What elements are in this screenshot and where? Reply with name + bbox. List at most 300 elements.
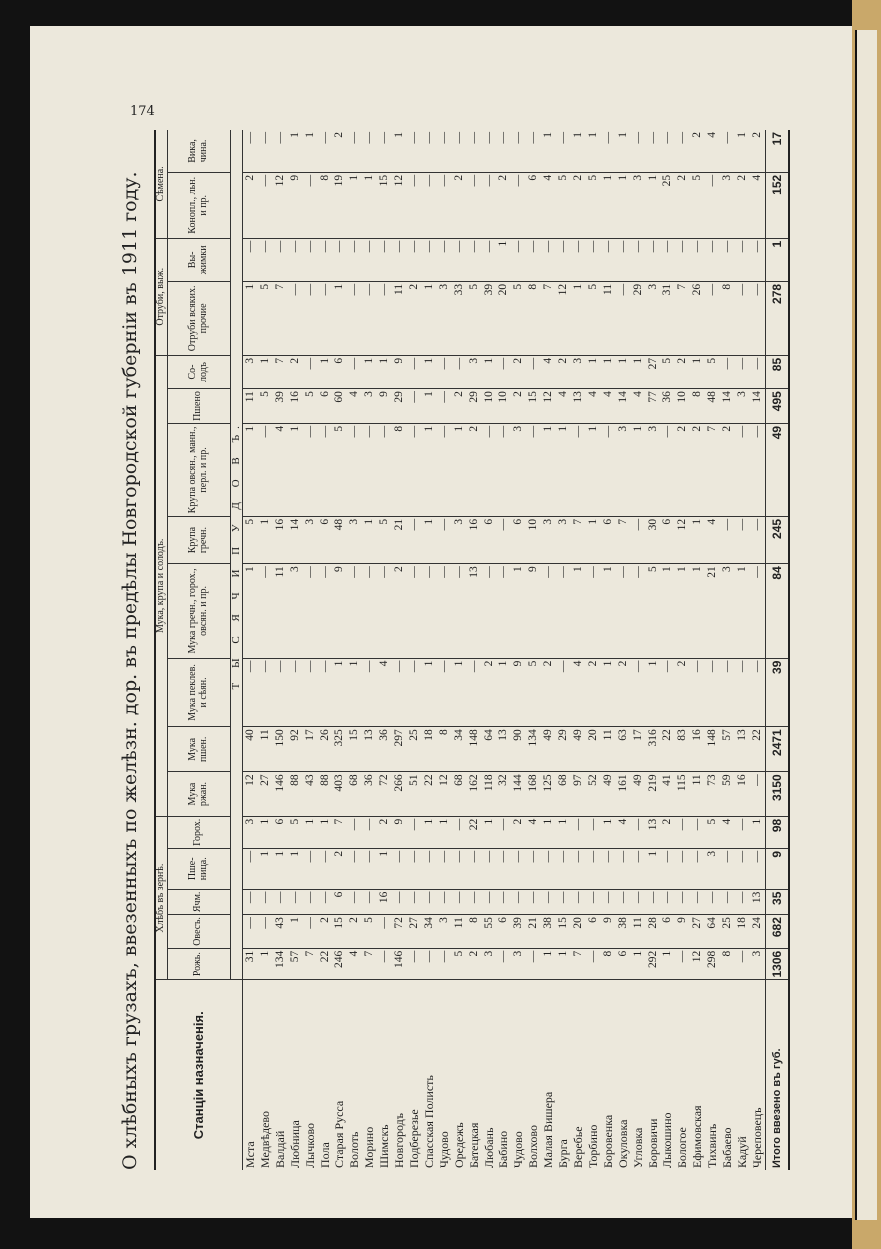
table-cell: —	[675, 889, 690, 915]
table-cell: —	[407, 516, 422, 563]
station-name: Череповецъ	[749, 1107, 764, 1168]
table-cell: —	[362, 423, 377, 516]
table-cell: 38	[541, 915, 556, 949]
table-cell: —	[258, 423, 273, 516]
table-cell: 27	[258, 772, 273, 816]
table-cell: —	[675, 816, 690, 848]
table-cell: 16	[377, 889, 392, 915]
table-cell: —	[347, 130, 362, 172]
total-cell: 682	[765, 915, 789, 949]
table-cell: 1	[347, 172, 362, 238]
table-cell: —	[735, 238, 750, 281]
table-cell: 3	[243, 816, 258, 848]
column-header: Мука пшен.	[167, 727, 230, 772]
table-cell: —	[511, 889, 526, 915]
table-cell: 1	[675, 564, 690, 658]
table-cell: 83	[675, 727, 690, 772]
column-header: Отруби всяких. прочие	[167, 281, 230, 355]
table-cell: 5	[288, 816, 303, 848]
table-cell: 12	[541, 389, 556, 424]
table-cell: 11	[690, 772, 705, 816]
table-cell: —	[377, 238, 392, 281]
table-cell: 29	[392, 389, 407, 424]
table-cell: 11	[452, 915, 467, 949]
table-cell: —	[720, 516, 735, 563]
table-cell: 1	[288, 915, 303, 949]
table-cell: 3	[541, 516, 556, 563]
table-cell: —	[243, 658, 258, 727]
table-cell: 73	[705, 772, 720, 816]
table-row	[541, 130, 556, 1170]
table-cell: 4	[556, 389, 571, 424]
table-row	[616, 130, 631, 1170]
table-cell: 134	[526, 727, 541, 772]
table-cell: 1	[273, 848, 288, 889]
table-cell: —	[303, 423, 318, 516]
table-row	[556, 130, 571, 1170]
table-cell: 118	[482, 772, 497, 816]
table-cell: 39	[482, 281, 497, 355]
table-cell: 4	[601, 389, 616, 424]
table-cell: 27	[690, 915, 705, 949]
table-cell: 1	[616, 355, 631, 388]
table-cell: —	[377, 564, 392, 658]
table-cell: 3	[482, 948, 497, 980]
table-row	[407, 130, 422, 1170]
table-row	[571, 130, 586, 1170]
table-cell: 7	[273, 281, 288, 355]
table-cell: 11	[243, 389, 258, 424]
table-cell: —	[437, 848, 452, 889]
table-cell: 4	[347, 389, 362, 424]
table-cell: 4	[273, 423, 288, 516]
table-cell: 31	[660, 281, 675, 355]
table-cell: 9	[601, 915, 616, 949]
table-cell: 2	[332, 130, 347, 172]
table-cell: 49	[601, 772, 616, 816]
table-cell: —	[362, 848, 377, 889]
table-cell: —	[556, 130, 571, 172]
station-name: Батецкая	[466, 1122, 481, 1168]
table-cell: 20	[571, 915, 586, 949]
table-cell: —	[586, 948, 601, 980]
table-cell: 8	[318, 172, 333, 238]
table-cell: —	[452, 889, 467, 915]
table-cell: 2	[467, 423, 482, 516]
table-cell: —	[407, 848, 422, 889]
table-cell: 1	[452, 658, 467, 727]
table-cell: 51	[407, 772, 422, 816]
station-name: Подберезье	[407, 1109, 422, 1168]
table-cell: 26	[318, 727, 333, 772]
table-cell: 49	[541, 727, 556, 772]
table-cell: 68	[452, 772, 467, 816]
table-cell: —	[586, 848, 601, 889]
table-cell: 9	[377, 389, 392, 424]
table-cell: —	[258, 889, 273, 915]
station-name: Морино	[362, 1126, 377, 1168]
table-cell: —	[690, 848, 705, 889]
table-cell: 266	[392, 772, 407, 816]
table-cell: —	[750, 516, 765, 563]
table-cell: 34	[452, 727, 467, 772]
table-cell: 3	[631, 172, 646, 238]
table-cell: 72	[377, 772, 392, 816]
table-cell: 14	[288, 516, 303, 563]
station-name: Валдай	[272, 1130, 287, 1168]
table-cell: —	[675, 238, 690, 281]
table-cell: 9	[675, 915, 690, 949]
table-cell: 18	[735, 915, 750, 949]
table-cell: 1	[556, 816, 571, 848]
table-cell: 1	[556, 948, 571, 980]
table-cell: 8	[601, 948, 616, 980]
table-cell: —	[735, 816, 750, 848]
table-cell: 1	[258, 848, 273, 889]
table-cell: 20	[586, 727, 601, 772]
table-cell: 6	[660, 915, 675, 949]
table-cell: 13	[571, 389, 586, 424]
table-cell: —	[556, 889, 571, 915]
table-cell: 68	[347, 772, 362, 816]
table-cell: 29	[556, 727, 571, 772]
table-cell: —	[318, 130, 333, 172]
table-cell: 29	[467, 389, 482, 424]
table-cell: —	[482, 130, 497, 172]
table-cell: —	[631, 130, 646, 172]
table-cell: —	[362, 238, 377, 281]
table-cell: 49	[571, 727, 586, 772]
table-cell: 6	[601, 516, 616, 563]
table-cell: 5	[660, 355, 675, 388]
table-cell: 19	[332, 172, 347, 238]
table-cell: 4	[750, 172, 765, 238]
table-cell: 1	[735, 130, 750, 172]
table-cell: —	[318, 564, 333, 658]
table-cell: —	[571, 816, 586, 848]
table-cell: —	[601, 238, 616, 281]
table-cell: 1	[690, 355, 705, 388]
table-cell: —	[377, 281, 392, 355]
station-name: Старая Русса	[332, 1100, 347, 1168]
total-cell: 152	[765, 172, 789, 238]
station-name: Чудово	[436, 1131, 451, 1168]
station-name: Спасская Полисть	[421, 1075, 436, 1168]
table-cell: 2	[720, 423, 735, 516]
table-cell: 16	[735, 772, 750, 816]
table-cell: 1	[422, 658, 437, 727]
table-cell: 1	[750, 816, 765, 848]
table-cell: —	[646, 238, 661, 281]
table-row	[690, 130, 705, 1170]
table-cell: —	[526, 423, 541, 516]
table-cell: 3	[646, 281, 661, 355]
table-cell: 1	[631, 948, 646, 980]
table-cell: —	[407, 889, 422, 915]
table-cell: 2	[750, 130, 765, 172]
table-cell: 20	[496, 281, 511, 355]
table-cell: 1	[243, 564, 258, 658]
table-row	[303, 130, 318, 1170]
table-cell: —	[601, 848, 616, 889]
table-row	[288, 130, 303, 1170]
table-cell: —	[318, 423, 333, 516]
table-cell: —	[571, 423, 586, 516]
table-cell: 2	[332, 848, 347, 889]
table-cell: 12	[690, 948, 705, 980]
table-cell: 3	[616, 423, 631, 516]
table-cell: 5	[467, 281, 482, 355]
table-cell: 11	[601, 727, 616, 772]
table-cell: —	[288, 238, 303, 281]
table-cell: —	[705, 281, 720, 355]
table-cell: —	[556, 238, 571, 281]
column-header: Крупа овсян., манн., перл. и пр.	[167, 423, 230, 516]
table-cell: —	[690, 658, 705, 727]
table-cell: —	[437, 889, 452, 915]
table-row	[601, 130, 616, 1170]
table-cell: 12	[273, 172, 288, 238]
table-cell: 6	[496, 915, 511, 949]
table-cell: 2	[288, 355, 303, 388]
table-cell: 1	[258, 516, 273, 563]
table-cell: —	[705, 238, 720, 281]
table-row	[332, 130, 347, 1170]
table-cell: 1	[556, 423, 571, 516]
table-cell: 1	[422, 423, 437, 516]
table-cell: 97	[571, 772, 586, 816]
table-row	[586, 130, 601, 1170]
table-cell: 16	[273, 516, 288, 563]
table-cell: —	[347, 564, 362, 658]
table-cell: —	[318, 238, 333, 281]
table-cell: 7	[616, 516, 631, 563]
table-cell: 6	[332, 889, 347, 915]
table-cell: —	[631, 564, 646, 658]
table-cell: 2	[467, 948, 482, 980]
table-cell: —	[735, 948, 750, 980]
table-row	[705, 130, 720, 1170]
table-cell: 1	[541, 816, 556, 848]
station-name: Бабино	[496, 1130, 511, 1168]
table-cell: —	[601, 889, 616, 915]
table-cell: —	[258, 238, 273, 281]
table-cell: 16	[690, 727, 705, 772]
page-number: 174	[130, 104, 155, 119]
table-cell: 3	[720, 564, 735, 658]
table-cell: 5	[377, 516, 392, 563]
total-cell: 84	[765, 564, 789, 658]
table-cell: 8	[720, 281, 735, 355]
table-cell: —	[347, 816, 362, 848]
table-cell: —	[258, 130, 273, 172]
table-cell: 2	[675, 355, 690, 388]
table-cell: —	[243, 130, 258, 172]
table-cell: 30	[646, 516, 661, 563]
table-cell: —	[347, 355, 362, 388]
table-cell: 1	[437, 816, 452, 848]
table-cell: 1	[571, 564, 586, 658]
total-cell: 495	[765, 389, 789, 424]
table-cell: 8	[392, 423, 407, 516]
table-cell: —	[407, 423, 422, 516]
table-cell: 4	[705, 130, 720, 172]
table-cell: —	[347, 848, 362, 889]
table-cell: 28	[646, 915, 661, 949]
column-header: Конопл., льн. и пр.	[167, 172, 230, 238]
table-cell: 13	[362, 727, 377, 772]
table-cell: 15	[526, 389, 541, 424]
table-cell: 4	[526, 816, 541, 848]
table-cell: 6	[511, 516, 526, 563]
table-cell: 59	[720, 772, 735, 816]
table-cell: —	[467, 848, 482, 889]
table-cell: —	[467, 658, 482, 727]
table-cell: 115	[675, 772, 690, 816]
table-cell: —	[660, 238, 675, 281]
table-cell: 25	[720, 915, 735, 949]
table-cell: 1	[258, 355, 273, 388]
table-cell: 9	[392, 355, 407, 388]
table-cell: 325	[332, 727, 347, 772]
table-cell: 7	[705, 423, 720, 516]
table-cell: —	[601, 423, 616, 516]
table-cell: 148	[467, 727, 482, 772]
table-cell: 24	[750, 915, 765, 949]
table-cell: 48	[332, 516, 347, 563]
table-cell: —	[452, 130, 467, 172]
table-cell: 5	[556, 172, 571, 238]
table-cell: 12	[675, 516, 690, 563]
table-cell: —	[258, 172, 273, 238]
table-cell: 1	[571, 130, 586, 172]
table-cell: —	[631, 816, 646, 848]
table-cell: 8	[690, 389, 705, 424]
table-cell: 12	[556, 281, 571, 355]
station-name: Чудово	[511, 1131, 526, 1168]
table-cell: —	[437, 658, 452, 727]
table-cell: 2	[616, 658, 631, 727]
station-name: Медвѣдево	[257, 1111, 272, 1168]
table-cell: —	[437, 130, 452, 172]
total-label: Итого ввезено въ губ.	[765, 980, 789, 1170]
table-cell: —	[362, 281, 377, 355]
table-cell: —	[616, 889, 631, 915]
table-cell: 36	[377, 727, 392, 772]
table-cell: —	[303, 172, 318, 238]
table-cell: 4	[631, 389, 646, 424]
table-cell: 22	[467, 816, 482, 848]
table-cell: —	[362, 658, 377, 727]
table-cell: —	[496, 516, 511, 563]
table-row	[318, 130, 333, 1170]
table-cell: 12	[243, 772, 258, 816]
table-cell: 5	[646, 564, 661, 658]
table-cell: 1	[660, 564, 675, 658]
table-cell: 4	[571, 658, 586, 727]
station-name: Волхово	[526, 1125, 541, 1168]
table-cell: —	[660, 848, 675, 889]
total-cell: 17	[765, 130, 789, 172]
table-cell: —	[571, 889, 586, 915]
table-cell: 7	[571, 516, 586, 563]
table-cell: —	[571, 238, 586, 281]
station-name: Мста	[243, 1141, 258, 1168]
table-cell: —	[407, 816, 422, 848]
table-row	[660, 130, 675, 1170]
table-cell: —	[288, 658, 303, 727]
table-cell: —	[690, 889, 705, 915]
table-cell: —	[273, 889, 288, 915]
table-cell: —	[318, 889, 333, 915]
station-name: Любница	[287, 1120, 302, 1168]
table-row	[392, 130, 407, 1170]
table-cell: —	[392, 889, 407, 915]
table-cell: 8	[467, 915, 482, 949]
table-cell: —	[422, 889, 437, 915]
table-cell: 39	[511, 915, 526, 949]
table-cell: —	[437, 423, 452, 516]
table-cell: —	[407, 355, 422, 388]
table-cell: 2	[452, 172, 467, 238]
table-cell: —	[258, 658, 273, 727]
table-cell: 1	[362, 355, 377, 388]
table-cell: —	[303, 564, 318, 658]
table-cell: —	[720, 658, 735, 727]
table-cell: 2	[318, 915, 333, 949]
table-cell: 5	[705, 355, 720, 388]
total-cell: 35	[765, 889, 789, 915]
table-row	[511, 130, 526, 1170]
total-cell: 9	[765, 848, 789, 889]
table-cell: 22	[750, 727, 765, 772]
table-cell: 34	[422, 915, 437, 949]
table-cell: 4	[541, 355, 556, 388]
table-cell: 26	[690, 281, 705, 355]
station-name: Волоть	[347, 1131, 362, 1168]
table-cell: 1	[377, 355, 392, 388]
table-cell: 3	[452, 516, 467, 563]
grain-cargo-table	[154, 130, 790, 1170]
total-cell: 278	[765, 281, 789, 355]
table-cell: 2	[556, 355, 571, 388]
table-cell: 10	[496, 389, 511, 424]
table-cell: 21	[392, 516, 407, 563]
table-cell: —	[616, 238, 631, 281]
station-name: Малая Вишера	[541, 1091, 556, 1168]
next-page-edge	[855, 30, 877, 1220]
table-cell: 6	[332, 355, 347, 388]
table-cell: —	[526, 948, 541, 980]
table-cell: —	[288, 889, 303, 915]
table-row	[631, 130, 646, 1170]
table-cell: 13	[750, 889, 765, 915]
table-cell: 1	[496, 658, 511, 727]
table-cell: 5	[452, 948, 467, 980]
table-cell: —	[586, 816, 601, 848]
table-cell: 14	[720, 389, 735, 424]
table-cell: 1	[422, 389, 437, 424]
table-cell: 1	[392, 130, 407, 172]
table-cell: —	[437, 355, 452, 388]
table-cell: —	[541, 889, 556, 915]
table-cell: 1	[660, 948, 675, 980]
table-cell: 1	[586, 130, 601, 172]
table-cell: 2	[452, 389, 467, 424]
table-cell: 2	[675, 172, 690, 238]
table-cell: —	[318, 848, 333, 889]
table-cell: 2	[690, 130, 705, 172]
